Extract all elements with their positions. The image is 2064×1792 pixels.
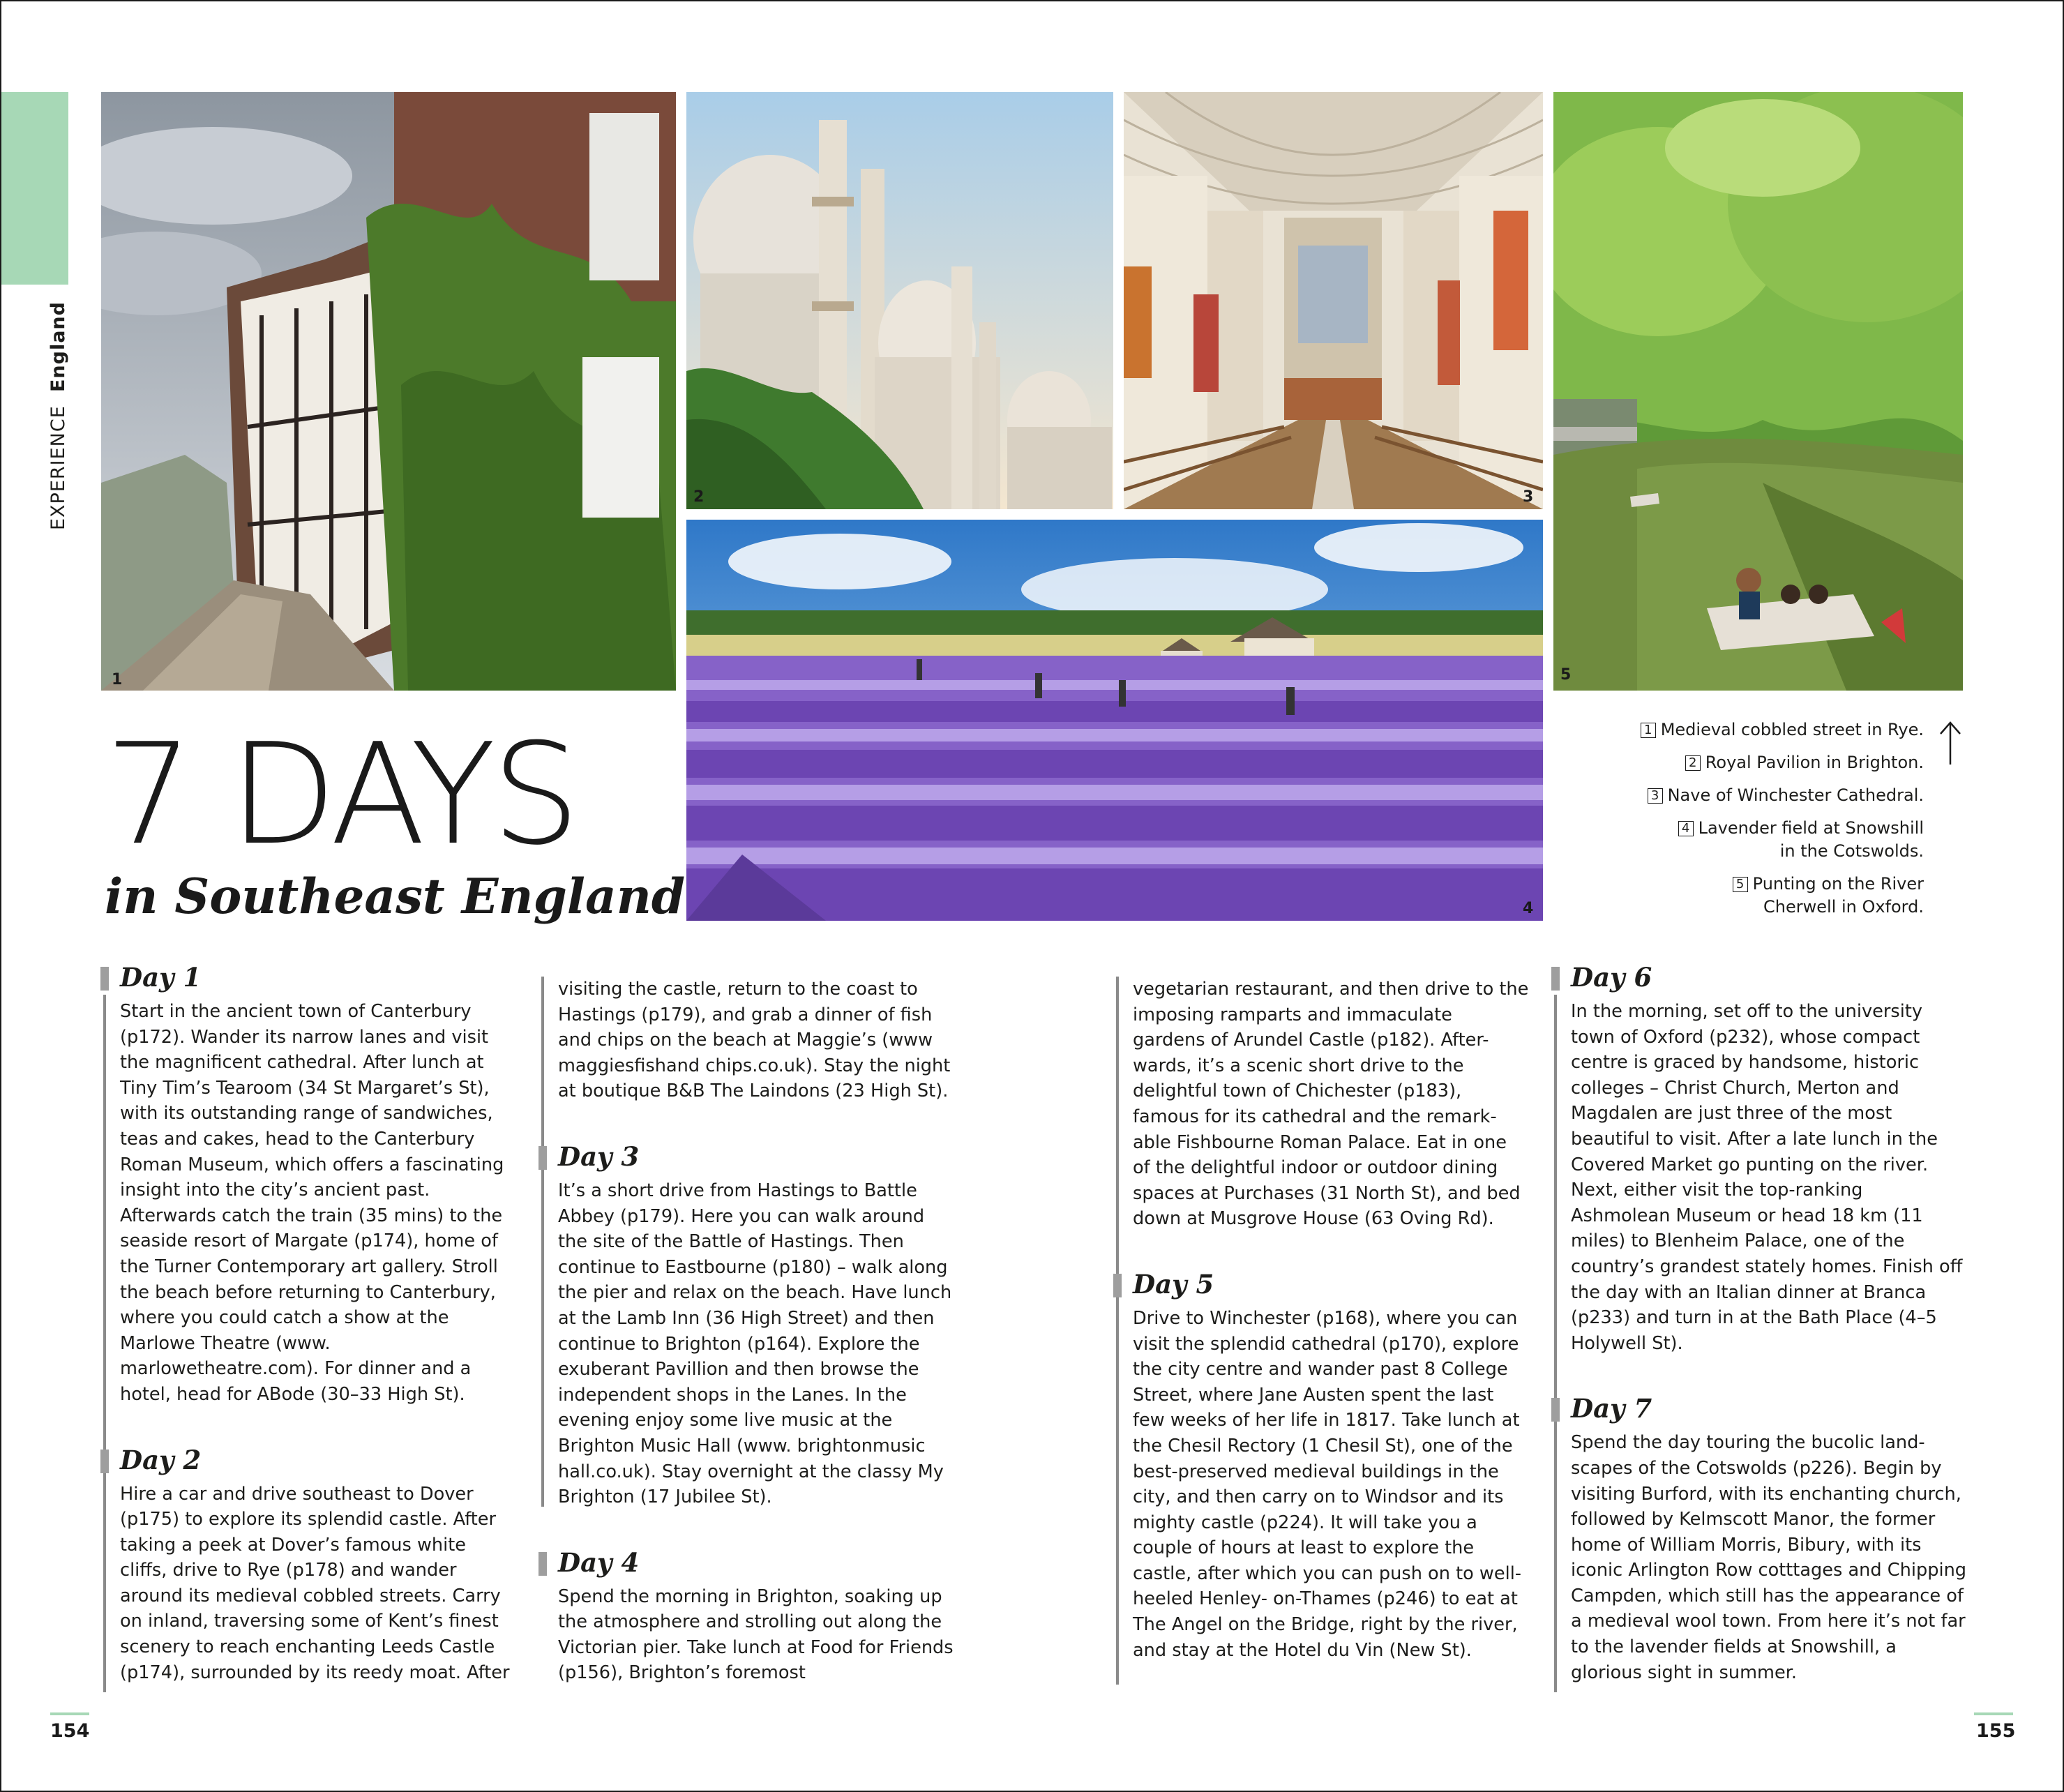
heading-marker [100, 967, 109, 991]
day-2-text: Hire a car and drive southeast to Dover (p175) to explore its splendid castle. After taking a peek at Dover’s famous white cliffs, drive to Rye (p178) and wander around its medieval cobbled streets. Carry on inland, traversing some of Kent’s finest scenery to reach enchanting Leeds Castle (p174), surrounded by its reedy moat. After [120, 1483, 510, 1683]
photo-lavender-field [686, 520, 1543, 921]
day-7-heading-text: Day 7 [1571, 1393, 1652, 1424]
day-1-heading [120, 961, 516, 993]
page-number-right: 155 [1976, 1720, 2016, 1742]
photo-rye-street [101, 92, 676, 691]
caption-text: Punting on the River Cherwell in Oxford. [1752, 874, 1924, 917]
day-3-text: It’s a short drive from Hastings to Battle Abbey (p179). Here you can walk around the site of the Battle of Hastings. Then continue to Eastbourne (p180) – walk along the pier and relax on the beach. Have lunch at the Lamb Inn (36 High Street) and then continue to Brighton (p164). Explore the exuberant Pavillion and then browse the independent shops in the Lanes. In the evening enjoy some live music at the Brighton Music Hall (www. brightonmusic hall.co.uk). Stay overnight at the classy My Brighton (17 Jubilee St). [558, 1180, 952, 1508]
column-1 [120, 961, 516, 1722]
heading-marker [1551, 1398, 1560, 1422]
photo-3-number: 3 [1523, 488, 1534, 506]
caption-number: 5 [1733, 877, 1748, 892]
caption-4 [1576, 817, 1924, 863]
caption-3 [1576, 784, 1924, 807]
day-7-heading [1571, 1392, 1967, 1424]
day-4-text: Spend the morning in Brighton, soaking up the atmosphere and strolling out along the Victorian pier. Take lunch at Food for Friends (p156), Brighton’s foremost [558, 1586, 954, 1684]
day-5-text: Drive to Winchester (p168), where you can visit the splendid cathedral (p170), explore the city centre and wander past 8 College Street, where Jane Austen spent the last few weeks of her life in 1817. Take lunch at the Chesil Rectory (1 Chesil St), one of the best-preserved medieval buildings in the city, and then carry on to Windsor and its mighty castle (p224). It will take you a couple of hours at least to explore the castle, after which you can push on to well-heeled Henley- on-Thames (p246) to eat at The Angel on the Bridge, right by the river, and stay at the Hotel du Vin (New St). [1133, 1307, 1522, 1661]
heading-marker [538, 1552, 547, 1576]
day-2-heading-text: Day 2 [120, 1444, 202, 1475]
day-2-continued: visiting the castle, return to the coast to Hastings (p179), and grab a dinner of fish and chips on the beach at Maggie’s (www maggiesfishand chips.co.uk). Stay the night at boutique B&B The Laindons (23 High St). [558, 979, 951, 1102]
folio-accent-right [1974, 1712, 2013, 1715]
running-head [47, 301, 69, 530]
page-subtitle: in Southeast England [105, 868, 686, 925]
caption-number: 4 [1678, 821, 1694, 836]
day-5-heading [1133, 1268, 1529, 1300]
section-tab [1, 92, 68, 285]
photo-royal-pavilion [686, 92, 1113, 509]
heading-marker [538, 1146, 547, 1170]
day-7-text: Spend the day touring the bucolic land- scapes of the Cotswolds (p226). Begin by visiting Burford, with its enchanting church, followed by Kelmscott Manor, the former home of William Morris, Bibury, with its iconic Arlington Row cotttages and Chipping Campden, which still has the appearance of a medieval wool town. From here it’s not far to the lavender fields at Snowshill, a glorious sight in summer. [1571, 1432, 1967, 1683]
photo-2-number: 2 [693, 488, 705, 506]
caption-5 [1576, 873, 1924, 919]
column-rule [1554, 995, 1557, 1692]
page-number-left: 154 [50, 1720, 90, 1742]
heading-marker [1551, 967, 1560, 991]
photo-punting [1553, 92, 1963, 691]
day-6-text: In the morning, set off to the university town of Oxford (p232), whose compact centre is graced by handsome, historic colleges – Christ Church, Merton and Magdalen are just three of the most beautiful to visit. After a late lunch in the Covered Market go punting on the river. Next, either visit the top-ranking Ashmolean Museum or head 18 km (11 miles) to Blenheim Palace, one of the country’s grandest stately homes. Finish off the day with an Italian dinner at Branca (p233) and turn in at the Bath Place (4–5 Holywell St). [1571, 1001, 1963, 1354]
column-3 [1133, 977, 1529, 1699]
photo-captions [1576, 718, 1924, 928]
caption-text: Royal Pavilion in Brighton. [1705, 753, 1924, 772]
caption-1 [1576, 718, 1924, 741]
day-3-heading [558, 1140, 954, 1173]
column-2 [558, 977, 954, 1722]
caption-text: Nave of Winchester Cathedral. [1667, 785, 1924, 805]
column-4 [1571, 961, 1967, 1722]
day-5-heading-text: Day 5 [1133, 1268, 1214, 1300]
caption-number: 3 [1648, 788, 1663, 804]
day-4-continued: vegetarian restaurant, and then drive to the imposing ramparts and immaculate gardens of Arundel Castle (p182). After- wards, it’s a scenic short drive to the delightful town of Chichester (p183), famous for its cathedral and the remark- able Fishbourne Roman Palace. Eat in one of the delightful indoor or outdoor dining spaces at Purchases (31 North St), and bed down at Musgrove House (63 Oving Rd). [1133, 979, 1529, 1230]
photo-5-number: 5 [1560, 666, 1572, 684]
heading-marker [1113, 1274, 1122, 1297]
day-6-heading-text: Day 6 [1571, 962, 1652, 993]
folio-accent-left [50, 1712, 89, 1715]
photo-4-number: 4 [1523, 900, 1534, 917]
day-4-heading [558, 1546, 954, 1579]
page-title: 7 DAYS [105, 714, 576, 876]
caption-text: Medieval cobbled street in Rye. [1660, 720, 1924, 739]
day-4-heading-text: Day 4 [558, 1546, 640, 1578]
day-3-heading-text: Day 3 [558, 1140, 640, 1172]
arrow-up-icon [1936, 718, 1964, 767]
photo-1-number: 1 [112, 671, 123, 688]
caption-number: 1 [1641, 723, 1656, 738]
day-6-heading [1571, 961, 1967, 993]
running-head-section: EXPERIENCE [47, 405, 69, 530]
running-head-region: England [47, 301, 69, 393]
caption-2 [1576, 751, 1924, 774]
column-rule [1116, 977, 1119, 1685]
day-1-heading-text: Day 1 [120, 962, 202, 993]
photo-cathedral-nave [1124, 92, 1543, 509]
caption-number: 2 [1685, 755, 1701, 771]
heading-marker [100, 1450, 109, 1473]
day-2-heading [120, 1444, 516, 1476]
column-rule [541, 977, 544, 1507]
column-rule [103, 995, 106, 1692]
caption-text: Lavender field at Snowshill in the Cotswolds. [1698, 818, 1924, 861]
day-1-text: Start in the ancient town of Canterbury (p172). Wander its narrow lanes and visit the magnificent cathedral. After lunch at Tiny Tim’s Tearoom (34 St Margaret’s St), with its outstanding range of sandwiches, teas and cakes, head to the Canterbury Roman Museum, which offers a fascinating insight into the city’s ancient past. Afterwards catch the train (35 mins) to the seaside resort of Margate (p174), home of the Turner Contemporary art gallery. Stroll the beach before returning to Canterbury, where you could catch a show at the Marlowe Theatre (www. marlowetheatre.com). For dinner and a hotel, head for ABode (30–33 High St). [120, 1001, 504, 1405]
